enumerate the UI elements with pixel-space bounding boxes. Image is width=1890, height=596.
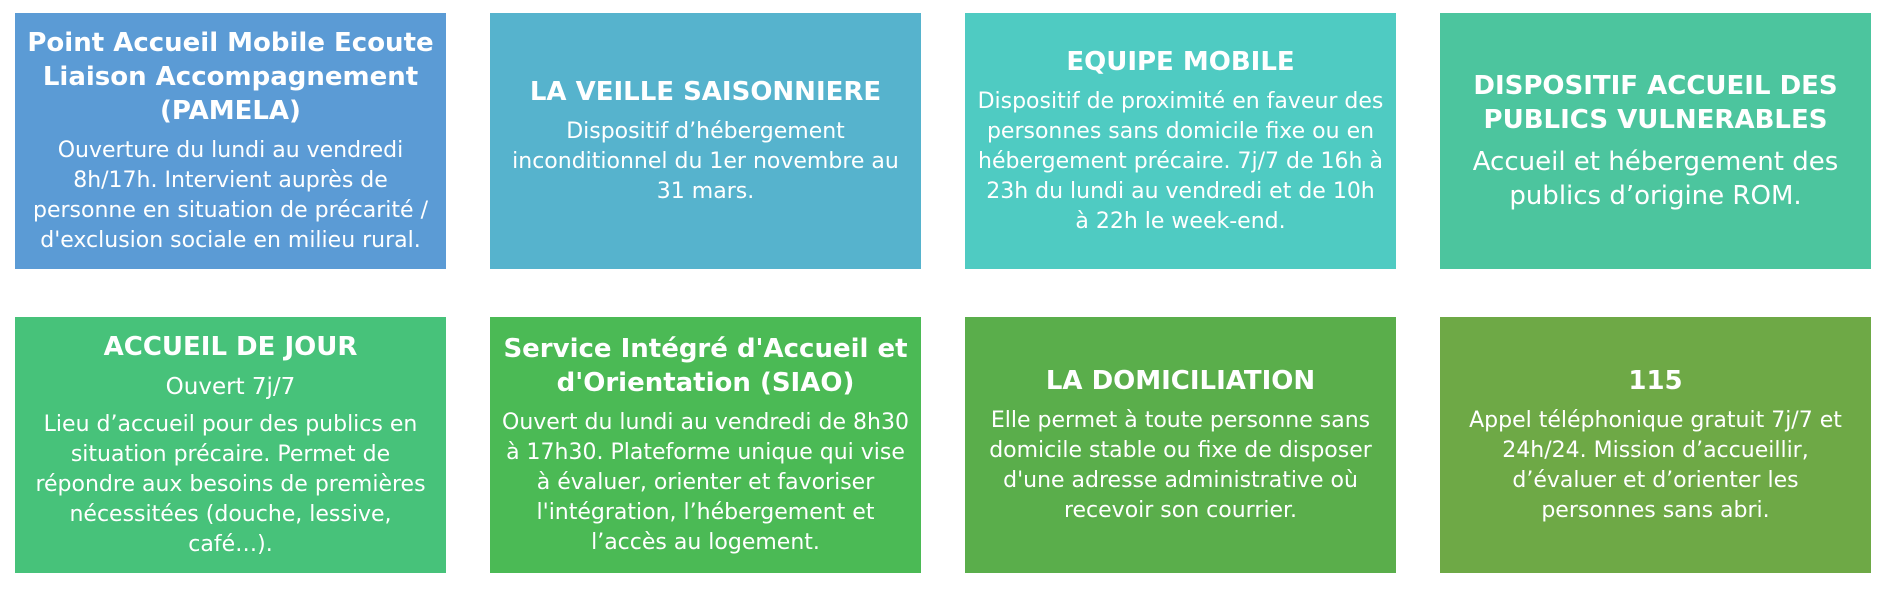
card-description: Dispositif de proximité en faveur des personnes sans domicile fixe ou en hébergement précaire. 7j/7 de 16h à 23h du lundi au vendredi et de 10h à 22h le week-end.: [977, 89, 1384, 234]
card-description: Ouverture du lundi au vendredi 8h/17h. Intervient auprès de personne en situation de précarité / d'exclusion sociale en milieu rural.: [33, 138, 428, 253]
card-accueil-publics-vulnerables: [1440, 13, 1871, 269]
card-description: Dispositif d’hébergement inconditionnel du 1er novembre au 31 mars.: [512, 119, 899, 204]
card-description: Ouvert du lundi au vendredi de 8h30 à 17h30. Plateforme unique qui vise à évaluer, orienter et favoriser l'intégration, l’hébergement et l’accès au logement.: [502, 410, 909, 555]
card-title: Point Accueil Mobile Ecoute Liaison Accompagnement (PAMELA): [27, 28, 434, 126]
card-equipe-mobile: [965, 13, 1396, 269]
card-description: Lieu d’accueil pour des publics en situation précaire. Permet de répondre aux besoins de premières nécessitées (douche, lessive, café…).: [35, 412, 426, 557]
card-pamela: [15, 13, 446, 269]
card-title: Service Intégré d'Accueil et d'Orientation (SIAO): [503, 334, 908, 398]
card-subtitle: Ouvert 7j/7: [165, 374, 296, 400]
card-title: 115: [1628, 366, 1683, 396]
card-veille-saisonniere: [490, 13, 921, 269]
card-domiciliation: [965, 317, 1396, 573]
card-description: Appel téléphonique gratuit 7j/7 et 24h/24. Mission d’accueillir, d’évaluer et d’orienter les personnes sans abri.: [1469, 408, 1842, 523]
card-title: LA VEILLE SAISONNIERE: [529, 77, 882, 107]
services-grid: [15, 13, 1872, 573]
card-description: Accueil et hébergement des publics d’origine ROM.: [1472, 147, 1839, 211]
card-title: LA DOMICILIATION: [1045, 366, 1316, 396]
card-title: ACCUEIL DE JOUR: [103, 332, 358, 362]
card-115: [1440, 317, 1871, 573]
card-title: EQUIPE MOBILE: [1066, 47, 1295, 77]
card-title: DISPOSITIF ACCUEIL DES PUBLICS VULNERABLES: [1473, 71, 1838, 135]
card-accueil-de-jour: [15, 317, 446, 573]
card-siao: [490, 317, 921, 573]
card-description: Elle permet à toute personne sans domicile stable ou fixe de disposer d'une adresse administrative où recevoir son courrier.: [989, 408, 1372, 523]
